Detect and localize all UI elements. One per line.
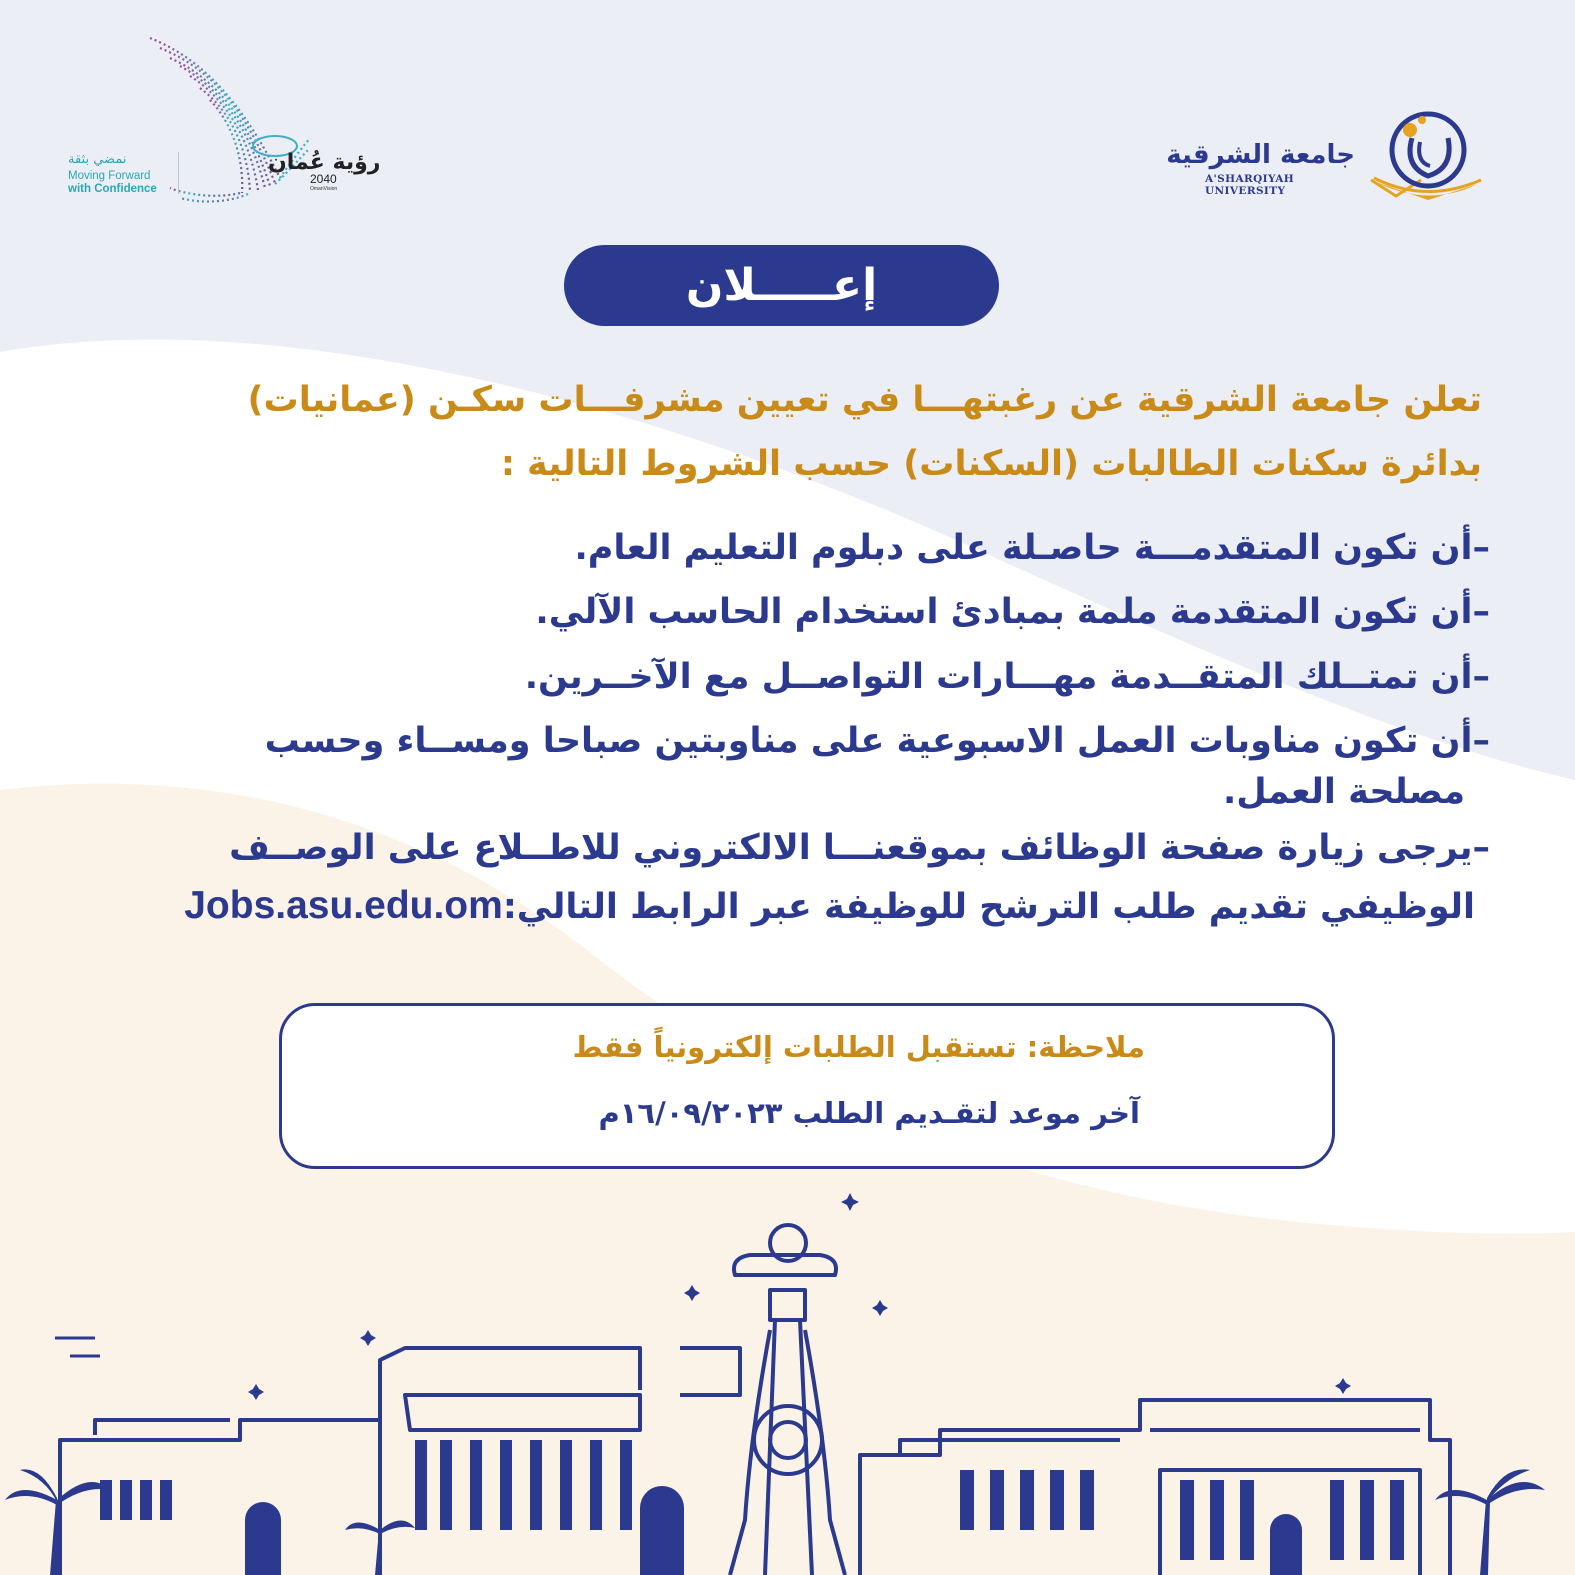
visit-line-1: –يرجى زيارة صفحة الوظائف بموقعنـــا الالكتروني للاطــلاع على الوصــف [229,828,1490,868]
oman-vision-title: رؤية عُمان [268,150,381,175]
visit-line-2-text: الوظيفي تقديم طلب الترشح للوظيفة عبر الرابط التالي: [502,887,1475,927]
intro-line-2: بدائرة سكنات الطالبات (السكنات) حسب الشروط التالية : [500,444,1482,484]
condition-4-line-2: مصلحة العمل. [1223,772,1465,812]
visit-line-2 [95,884,1475,928]
slogan-english-line2: with Confidence [68,183,157,195]
jobs-link[interactable]: Jobs.asu.edu.om [184,884,503,927]
university-name-english: A'SHARQIYAH UNIVERSITY [1205,173,1295,197]
note-electronic-only: ملاحظة: تستقبل الطلبات إلكترونياً فقط [572,1030,1145,1064]
slogan-english-line1: Moving Forward [68,170,151,182]
oman-vision-2040-icon [130,28,320,208]
slogan-divider [178,152,179,194]
condition-3: –أن تمتــلك المتقــدمة مهـــارات التواصــل مع الآخــرين. [524,657,1490,697]
campus-building-icon [0,1185,1575,1575]
intro-line-1: تعلن جامعة الشرقية عن رغبتهـــا في تعيين مشرفـــات سكـن (عمانيات) [247,380,1482,420]
condition-1: –أن تكون المتقدمـــة حاصـلة على دبلوم التعليم العام. [574,528,1490,568]
oman-vision-subtitle: OmanVision [310,186,338,192]
condition-4-line-1: –أن تكون مناوبات العمل الاسبوعية على مناوبتين صباحا ومســاء وحسب [264,721,1490,761]
note-deadline: آخر موعد لتقـديم الطلب ١٦/٠٩/٢٠٢٣م [598,1096,1140,1130]
slogan-arabic: نمضي بثقة [68,152,127,167]
oman-vision-year: 2040 [310,172,337,186]
note-box [279,1003,1335,1169]
university-name-arabic: جامعة الشرقية [1166,140,1355,170]
condition-2: –أن تكون المتقدمة ملمة بمبادئ استخدام الحاسب الآلي. [535,592,1490,632]
announcement-title: إعـــــلان [564,245,999,326]
